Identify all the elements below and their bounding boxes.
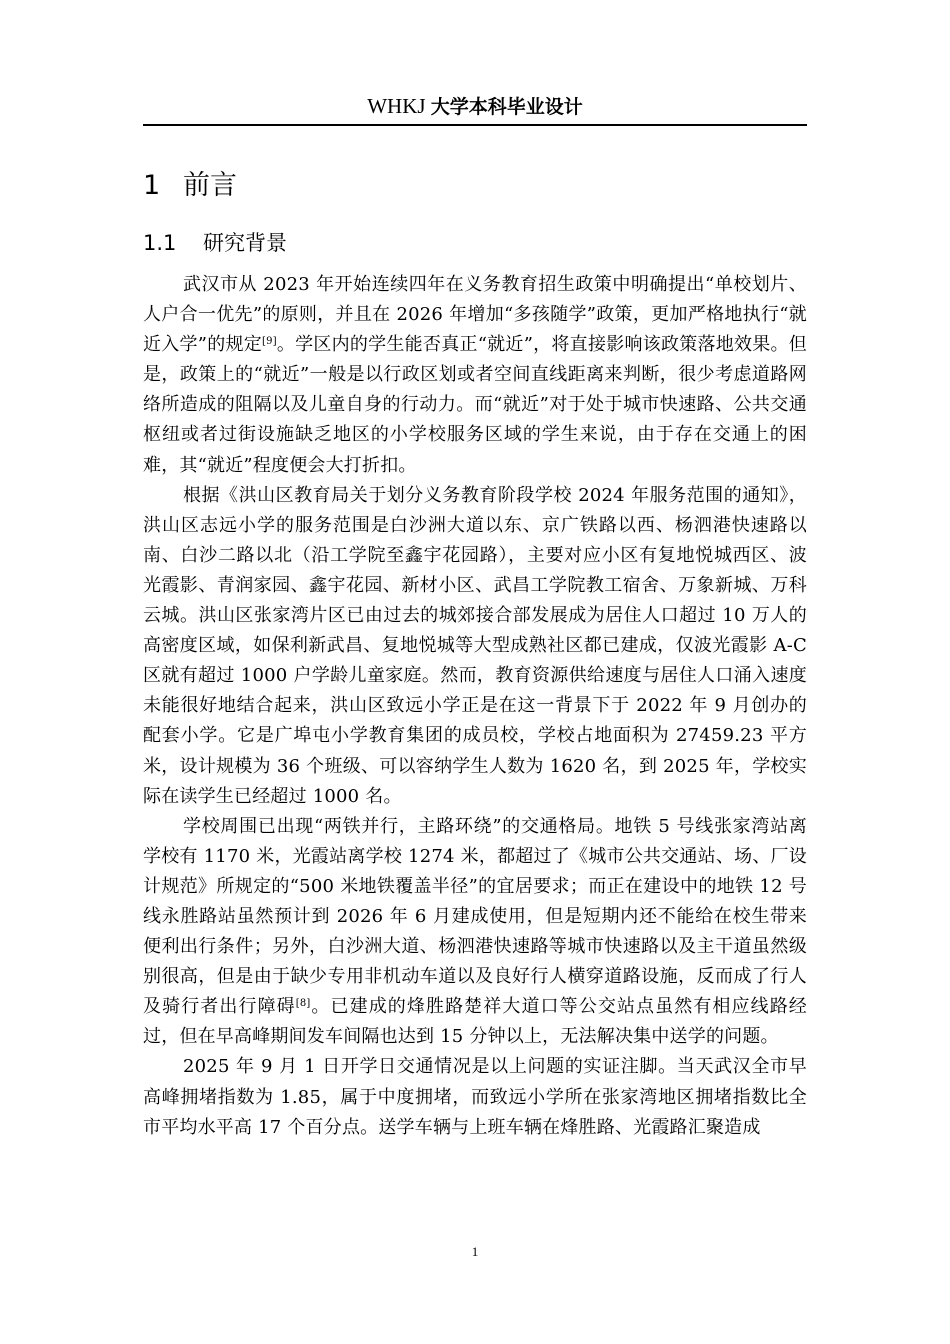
running-header [143, 92, 807, 126]
header-title: 大学本科毕业设计 [430, 96, 583, 118]
section-number: 1.1 [143, 231, 177, 255]
header-latin: WHKJ [367, 94, 431, 118]
chapter-title: 前言 [183, 170, 237, 201]
paragraph-4: 2025 年 9 月 1 日开学日交通情况是以上问题的实证注脚。当天武汉全市早高峰拥堵指数为 1.85，属于中度拥堵，而致远小学所在张家湾地区拥堵指数比全市平均水平高 17 个百分点。送学车辆与上班车辆在烽胜路、光霞路汇聚造成 [143, 1056, 807, 1138]
section-heading [143, 229, 287, 257]
page-number: 1 [471, 1244, 479, 1259]
body-text [143, 270, 807, 1143]
paragraph-3: 学校周围已出现“两铁并行，主路环绕”的交通格局。地铁 5 号线张家湾站离学校有 1170 米，光霞站离学校 1274 米，都超过了《城市公共交通站、场、厂设计规范》所规定的“500 米地铁覆盖半径”的宜居要求；而正在建设中的地铁 12 号线永胜路站虽然预计到 2026 年 6 月建成使用，但是短期内还不能给在校生带来便利出行条件；另外，白沙洲大道、杨泗港快速路等城市快速路以及主干道虽然级别很高，但是由于缺少专用非机动车道以及良好行人横穿道路设施，反而成了行人及骑行者出行障碍[8]。已建成的烽胜路楚祥大道口等公交站点虽然有相应线路经过，但在早高峰期间发车间隔也达到 15 分钟以上，无法解决集中送学的问题。 [143, 815, 807, 1048]
chapter-number: 1 [143, 170, 161, 201]
citation-ref: [9] [262, 336, 277, 348]
paragraph-1: 武汉市从 2023 年开始连续四年在义务教育招生政策中明确提出“单校划片、人户合一优先”的原则，并且在 2026 年增加“多孩随学”政策，更加严格地执行“就近入学”的规定[9]。学区内的学生能否真正“就近”，将直接影响该政策落地效果。但是，政策上的“就近”一般是以行政区划或者空间直线距离来判断，很少考虑道路网络所造成的阻隔以及儿童自身的行动力。而“就近”对于处于城市快速路、公共交通枢纽或者过街设施缺乏地区的小学校服务区域的学生来说，由于存在交通上的困难，其“就近”程度便会大打折扣。 [143, 274, 807, 476]
chapter-heading [143, 170, 237, 202]
section-title: 研究背景 [203, 231, 287, 255]
paragraph-2: 根据《洪山区教育局关于划分义务教育阶段学校 2024 年服务范围的通知》，洪山区志远小学的服务范围是白沙洲大道以东、京广铁路以西、杨泗港快速路以南、白沙二路以北（沿工学院至鑫宇花园路），主要对应小区有复地悦城西区、波光霞影、青润家园、鑫宇花园、新材小区、武昌工学院教工宿舍、万象新城、万科云城。洪山区张家湾片区已由过去的城郊接合部发展成为居住人口超过 10 万人的高密度区域，如保利新武昌、复地悦城等大型成熟社区都已建成，仅波光霞影 A-C 区就有超过 1000 户学龄儿童家庭。然而，教育资源供给速度与居住人口涌入速度未能很好地结合起来，洪山区致远小学正是在这一背景下于 2022 年 9 月创办的配套小学。它是广埠屯小学教育集团的成员校，学校占地面积为 27459.23 平方米，设计规模为 36 个班级、可以容纳学生人数为 1620 名，到 2025 年，学校实际在读学生已经超过 1000 名。 [143, 484, 807, 807]
citation-ref: [8] [295, 998, 311, 1010]
